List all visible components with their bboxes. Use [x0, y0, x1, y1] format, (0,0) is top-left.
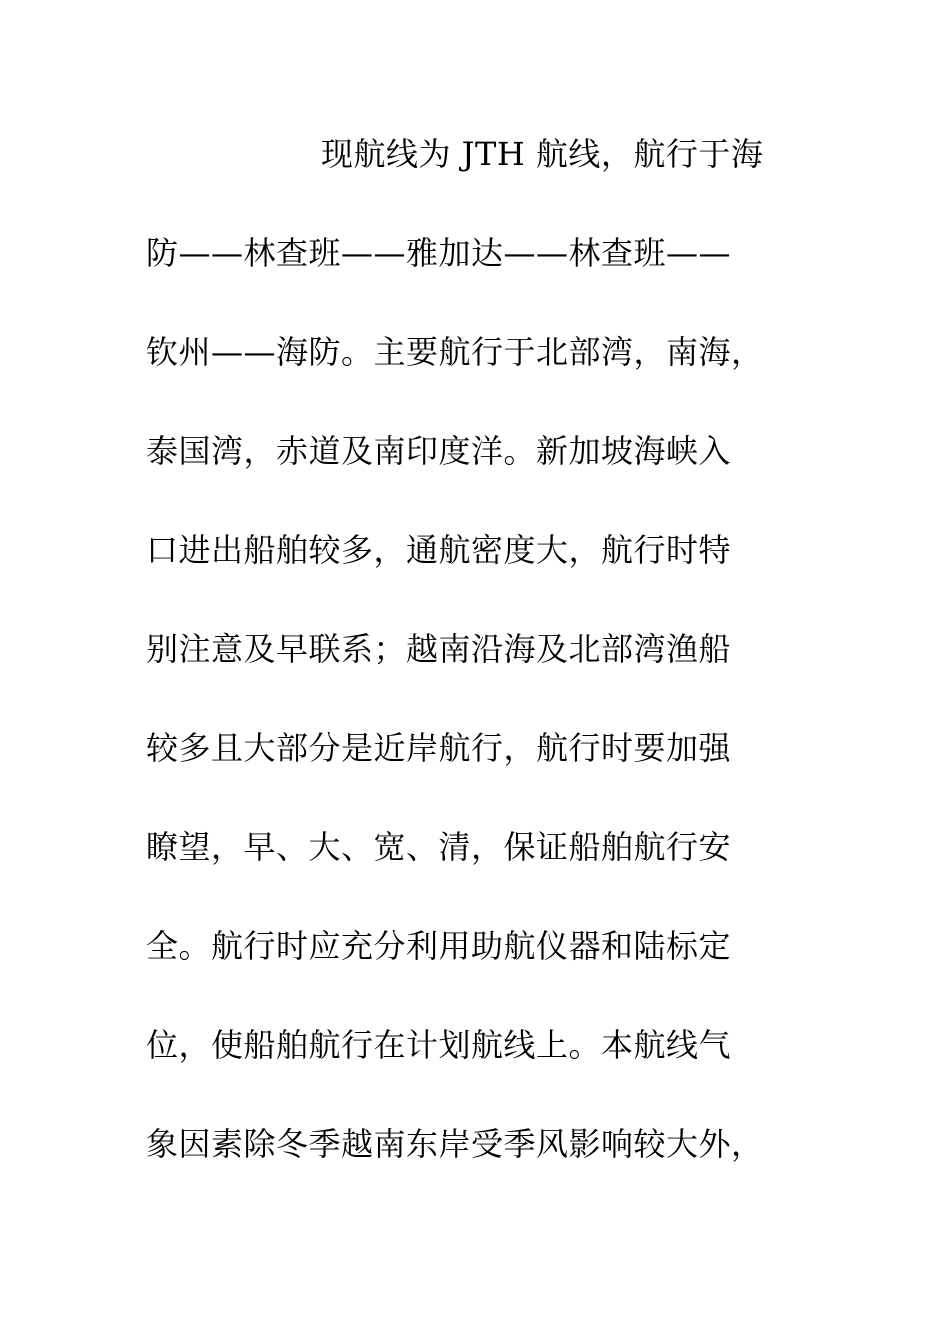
paragraph-line: 口进出船舶较多，通航密度大，航行时特 [146, 531, 732, 569]
paragraph-line: 现航线为 JTH 航线，航行于海 [321, 135, 764, 173]
paragraph-line: 瞭望，早、大、宽、清，保证船舶航行安 [146, 828, 732, 866]
paragraph-line: 全。航行时应充分利用助航仪器和陆标定 [146, 927, 732, 965]
body-paragraph [146, 126, 796, 1215]
paragraph-line: 象因素除冬季越南东岸受季风影响较大外， [146, 1125, 764, 1163]
paragraph-line: 位，使船舶航行在计划航线上。本航线气 [146, 1026, 732, 1064]
paragraph-line: 防——林查班——雅加达——林查班—— [146, 234, 732, 272]
paragraph-line: 泰国湾，赤道及南印度洋。新加坡海峡入 [146, 432, 732, 470]
paragraph-line: 钦州——海防。主要航行于北部湾，南海， [146, 333, 764, 371]
paragraph-line: 别注意及早联系；越南沿海及北部湾渔船 [146, 630, 732, 668]
paragraph-line: 较多且大部分是近岸航行，航行时要加强 [146, 729, 732, 767]
